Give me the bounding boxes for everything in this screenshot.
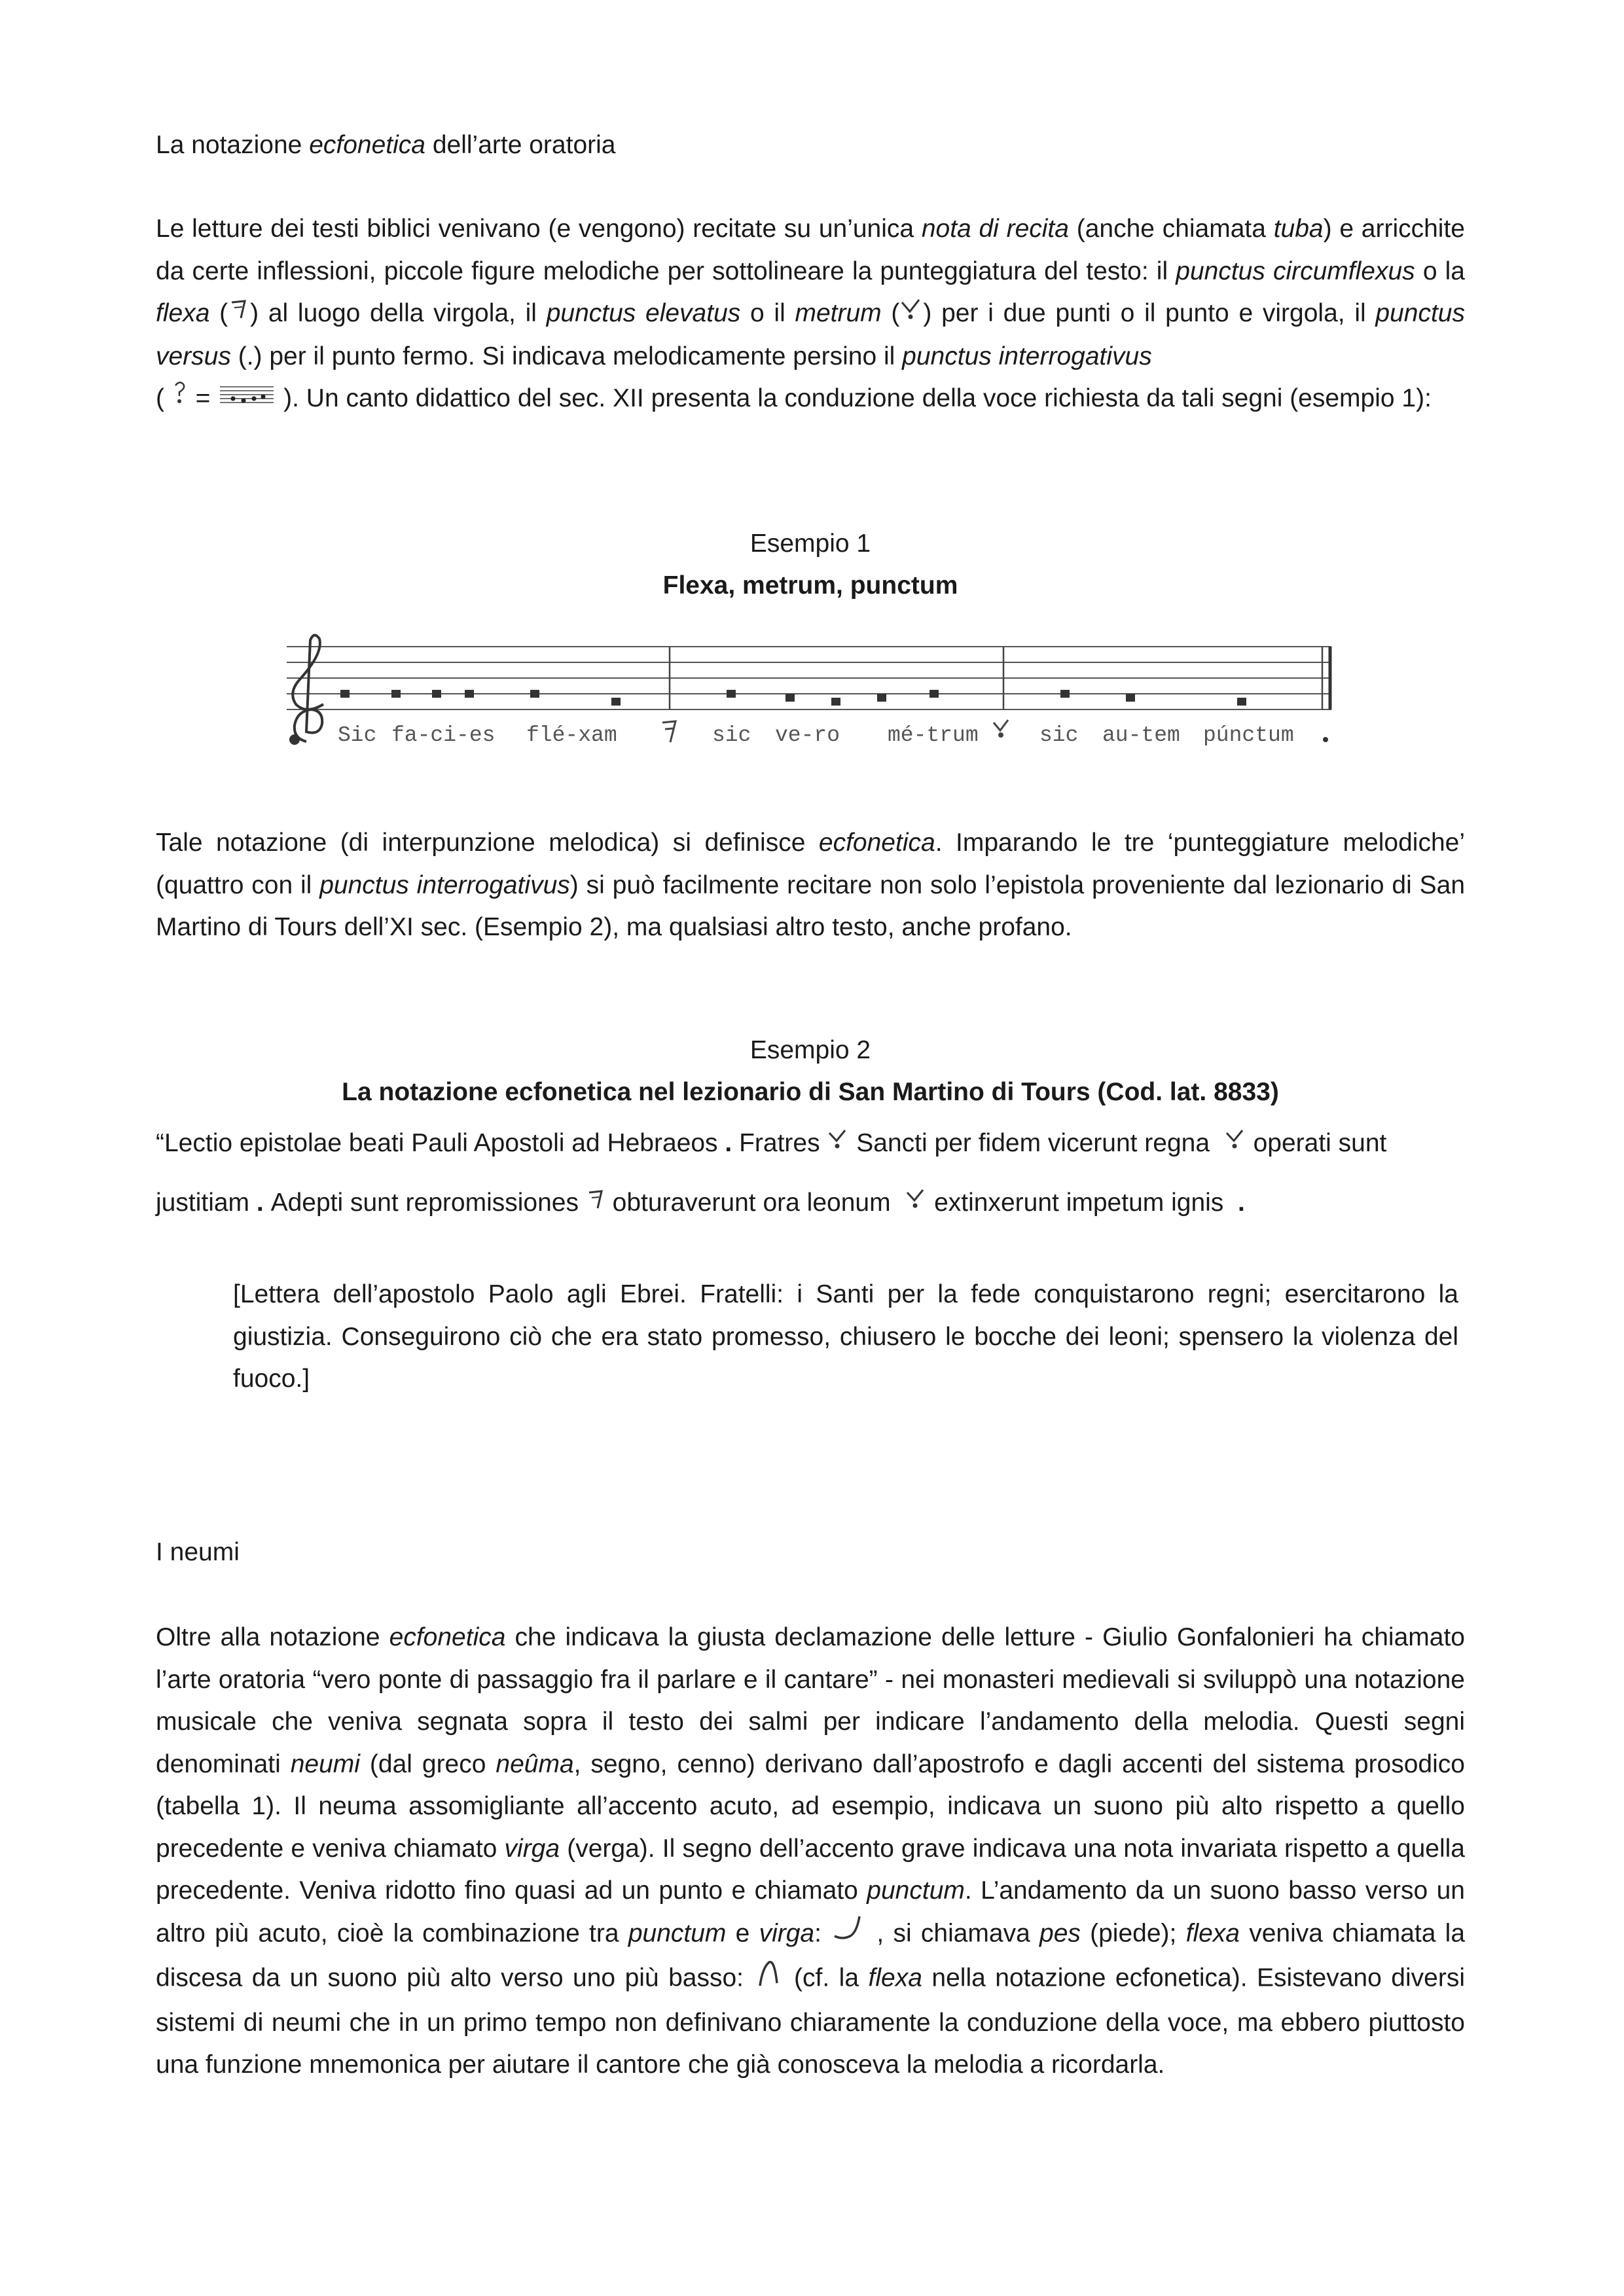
example1-label: Esempio 1 bbox=[749, 529, 871, 558]
interrogativus-sign-icon bbox=[171, 379, 189, 422]
example1-staff bbox=[280, 627, 1341, 751]
lyric: sic bbox=[712, 723, 751, 747]
paragraph-ecfonetica-intro: Le letture dei testi biblici venivano (e vengono) recitate su un’unica nota di recita (anche chiamata tuba) e arricchite da certe inflessioni, piccole figure melodiche per sottolineare la punteggiatura del testo: il punctus circumflexus o la flexa ( ) al luogo della virgola, il punctus elevatus o il metrum ( ) per i due punti o il punto e virgola, il punctus versus (.) per il punto fermo. Si indicava melodicamente persino il punctus interrogativus ( = ). Un canto didattico del sec. XII presenta la conduzione della voce richiesta da tali segni (esempio 1): bbox=[156, 208, 1465, 421]
lyric: au-tem bbox=[1102, 723, 1180, 747]
punctus-versus-icon: . bbox=[256, 1189, 271, 1217]
pes-neume-icon bbox=[831, 1912, 867, 1958]
flexa-neume-icon bbox=[753, 1957, 785, 2002]
punctus-versus-icon bbox=[1323, 737, 1328, 742]
flexa-sign-icon bbox=[228, 293, 250, 336]
lyric: ve-ro bbox=[775, 723, 840, 747]
section-heading-neumi: I neumi bbox=[156, 1538, 240, 1566]
punctus-versus-icon: . bbox=[725, 1129, 740, 1157]
flexa-sign-icon bbox=[662, 721, 676, 742]
lyric: mé-trum bbox=[888, 723, 979, 747]
metrum-sign-icon bbox=[905, 1183, 927, 1225]
lyric: sic bbox=[1039, 723, 1079, 747]
staff-lines bbox=[287, 647, 1331, 709]
lyric: Sic bbox=[338, 723, 377, 747]
section-heading-ecfonetica: La notazione ecfonetica dell’arte oratoria bbox=[156, 131, 616, 159]
flexa-sign-icon bbox=[586, 1183, 605, 1225]
lyric: fa-ci-es bbox=[391, 723, 496, 747]
example1-title: Flexa, metrum, punctum bbox=[662, 571, 958, 600]
example2-label: Esempio 2 bbox=[749, 1036, 871, 1064]
example2-latin-line1: “Lectio epistolae beati Pauli Apostoli ad Hebraeos . Fratres Sancti per fidem vicerunt regna operati sunt bbox=[156, 1122, 1465, 1166]
metrum-sign-icon bbox=[1224, 1124, 1246, 1166]
metrum-sign-icon bbox=[899, 293, 923, 336]
punctus-versus-icon: . bbox=[1231, 1189, 1245, 1217]
metrum-sign-icon bbox=[827, 1124, 849, 1166]
metrum-sign-icon bbox=[994, 720, 1008, 737]
interrogativus-staff-icon bbox=[217, 379, 276, 422]
paragraph-ecfonetica-definition: Tale notazione (di interpunzione melodica) si definisce ecfonetica. Imparando le tre ‘punteggiature melodiche’ (quattro con il punctus interrogativus) si può facilmente recitare non solo l’epistola proveniente dal lezionario di San Martino di Tours dell’XI sec. (Esempio 2), ma qualsiasi altro testo, anche profano. bbox=[156, 829, 1466, 941]
treble-clef-icon bbox=[291, 635, 323, 744]
example2-title: La notazione ecfonetica nel lezionario di San Martino di Tours (Cod. lat. 8833) bbox=[342, 1078, 1279, 1106]
paragraph-neumi: Oltre alla notazione ecfonetica che indicava la giusta declamazione delle letture - Giulio Gonfalonieri ha chiamato l’arte oratoria “vero ponte di passaggio fra il parlare e il cantare” - nei monasteri medievali si sviluppò una notazione musicale che veniva segnata sopra il testo dei salmi per indicare l’andamento della melodia. Questi segni denominati neumi (dal greco neûma, segno, cenno) derivano dall’apostrofo e dagli accenti del sistema prosodico (tabella 1). Il neuma assomigliante all’accento acuto, ad esempio, indicava un suono più alto rispetto a quello precedente e veniva chiamato virga (verga). Il segno dell’accento grave indicava una nota invariata rispetto a quella precedente. Veniva ridotto fino quasi ad un punto e chiamato punctum. L’andamento da un suono basso verso un altro più acuto, cioè la combinazione tra punctum e virga: , si chiamava pes (piede); flexa veniva chiamata la discesa da un suono più alto verso uno più basso: (cf. la flexa nella notazione ecfonetica). Esistevano diversi sistemi di neumi che in un primo tempo non definivano chiaramente la conduzione della voce, ma ebbero piuttosto una funzione mnemonica per aiutare il cantore che già conosceva la melodia a ricordarla. bbox=[156, 1623, 1466, 2079]
example2-latin-line2: justitiam . Adepti sunt repromissiones obturaverunt ora leonum extinxerunt impetum ignis . bbox=[156, 1182, 1465, 1225]
example2-translation: [Lettera dell’apostolo Paolo agli Ebrei. Fratelli: i Santi per la fede conquistarono regni; esercitarono la giustizia. Conseguirono ciò che era stato promesso, chiusero le bocche dei leoni; spensero la violenza del fuoco.] bbox=[233, 1280, 1458, 1393]
lyric: púnctum bbox=[1203, 723, 1294, 747]
lyric: flé-xam bbox=[526, 723, 617, 747]
